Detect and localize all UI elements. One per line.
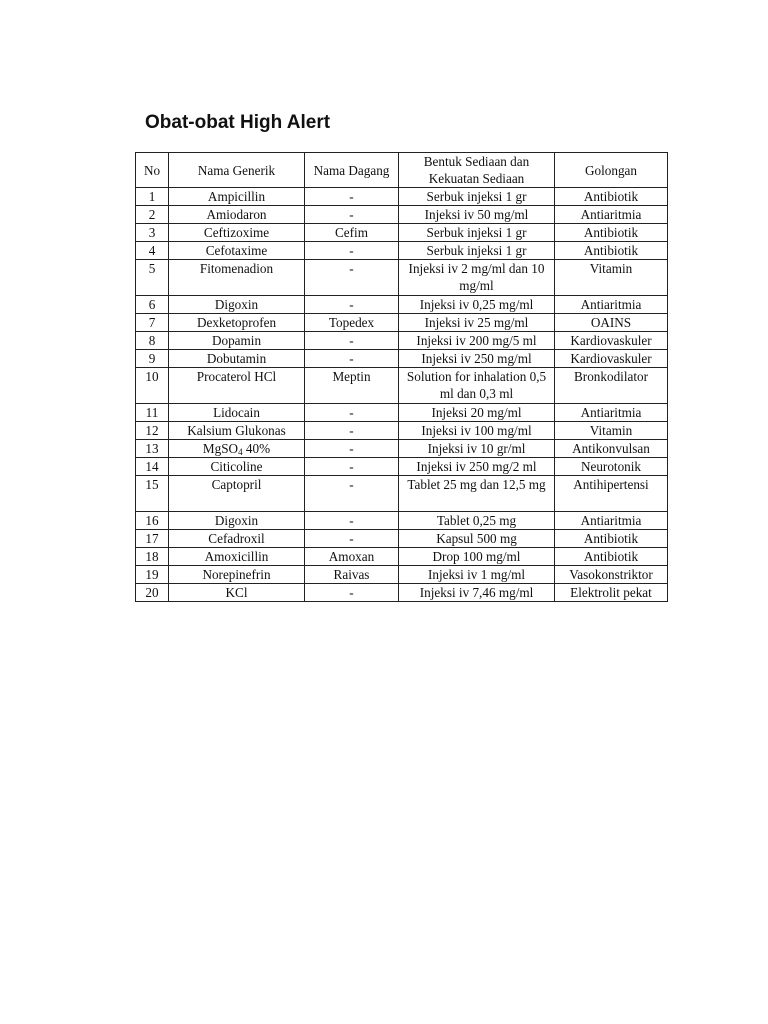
cell-drug-class: Kardiovaskuler [555, 350, 668, 368]
table-row [136, 368, 668, 404]
cell-trade-name: - [305, 584, 399, 602]
cell-no: 6 [136, 296, 169, 314]
cell-drug-class: Neurotonik [555, 458, 668, 476]
table-row [136, 548, 668, 566]
cell-dosage-form: Injeksi iv 25 mg/ml [399, 314, 555, 332]
table-row [136, 206, 668, 224]
cell-dosage-form: Injeksi iv 7,46 mg/ml [399, 584, 555, 602]
cell-drug-class: Elektrolit pekat [555, 584, 668, 602]
cell-trade-name: Cefim [305, 224, 399, 242]
cell-no: 9 [136, 350, 169, 368]
cell-no: 20 [136, 584, 169, 602]
cell-generic-name: Digoxin [169, 296, 305, 314]
cell-dosage-form: Serbuk injeksi 1 gr [399, 242, 555, 260]
table-header-row [136, 153, 668, 188]
cell-dosage-form: Injeksi iv 200 mg/5 ml [399, 332, 555, 350]
cell-generic-name: Cefadroxil [169, 530, 305, 548]
cell-no: 18 [136, 548, 169, 566]
cell-generic-name: Dopamin [169, 332, 305, 350]
cell-trade-name: - [305, 458, 399, 476]
cell-trade-name: - [305, 512, 399, 530]
cell-drug-class: OAINS [555, 314, 668, 332]
cell-dosage-form: Injeksi iv 50 mg/ml [399, 206, 555, 224]
cell-generic-name: Ceftizoxime [169, 224, 305, 242]
table-row [136, 332, 668, 350]
cell-trade-name: - [305, 206, 399, 224]
table-row [136, 242, 668, 260]
cell-drug-class: Antihipertensi [555, 476, 668, 512]
table-body [136, 188, 668, 602]
cell-trade-name: - [305, 404, 399, 422]
cell-drug-class: Vitamin [555, 260, 668, 296]
cell-trade-name: - [305, 476, 399, 512]
cell-drug-class: Antibiotik [555, 188, 668, 206]
cell-no: 16 [136, 512, 169, 530]
cell-dosage-form: Solution for inhalation 0,5 ml dan 0,3 ml [399, 368, 555, 404]
table-row [136, 314, 668, 332]
cell-trade-name: - [305, 422, 399, 440]
table-row [136, 224, 668, 242]
cell-no: 2 [136, 206, 169, 224]
table-row [136, 476, 668, 512]
cell-dosage-form: Injeksi iv 100 mg/ml [399, 422, 555, 440]
cell-dosage-form: Injeksi iv 250 mg/2 ml [399, 458, 555, 476]
table-row [136, 260, 668, 296]
cell-dosage-form: Serbuk injeksi 1 gr [399, 224, 555, 242]
cell-trade-name: - [305, 188, 399, 206]
cell-drug-class: Antibiotik [555, 242, 668, 260]
table-row [136, 458, 668, 476]
cell-no: 1 [136, 188, 169, 206]
cell-no: 19 [136, 566, 169, 584]
cell-trade-name: - [305, 242, 399, 260]
cell-trade-name: - [305, 530, 399, 548]
cell-no: 8 [136, 332, 169, 350]
header-trade-name: Nama Dagang [305, 153, 399, 188]
table-row [136, 350, 668, 368]
cell-generic-name: Kalsium Glukonas [169, 422, 305, 440]
cell-dosage-form: Injeksi iv 0,25 mg/ml [399, 296, 555, 314]
cell-no: 10 [136, 368, 169, 404]
cell-dosage-form: Tablet 0,25 mg [399, 512, 555, 530]
cell-no: 14 [136, 458, 169, 476]
cell-dosage-form: Injeksi iv 10 gr/ml [399, 440, 555, 458]
table-row [136, 512, 668, 530]
table-row [136, 584, 668, 602]
cell-generic-name: Amoxicillin [169, 548, 305, 566]
cell-dosage-form: Serbuk injeksi 1 gr [399, 188, 555, 206]
header-no: No [136, 153, 169, 188]
table-row [136, 440, 668, 458]
cell-drug-class: Vasokonstriktor [555, 566, 668, 584]
table-row [136, 422, 668, 440]
cell-drug-class: Antiaritmia [555, 206, 668, 224]
header-drug-class: Golongan [555, 153, 668, 188]
cell-trade-name: - [305, 260, 399, 296]
header-generic-name: Nama Generik [169, 153, 305, 188]
cell-generic-name: Amiodaron [169, 206, 305, 224]
cell-drug-class: Antibiotik [555, 548, 668, 566]
cell-drug-class: Bronkodilator [555, 368, 668, 404]
cell-generic-name: MgSO$_4$ 40% [169, 440, 305, 458]
cell-trade-name: Meptin [305, 368, 399, 404]
cell-generic-name: Captopril [169, 476, 305, 512]
cell-generic-name: Digoxin [169, 512, 305, 530]
cell-generic-name: Ampicillin [169, 188, 305, 206]
cell-trade-name: Topedex [305, 314, 399, 332]
cell-generic-name: Lidocain [169, 404, 305, 422]
cell-no: 4 [136, 242, 169, 260]
cell-no: 17 [136, 530, 169, 548]
cell-no: 7 [136, 314, 169, 332]
cell-trade-name: - [305, 350, 399, 368]
cell-no: 12 [136, 422, 169, 440]
cell-no: 3 [136, 224, 169, 242]
cell-trade-name: - [305, 332, 399, 350]
table-row [136, 188, 668, 206]
cell-drug-class: Antiaritmia [555, 404, 668, 422]
cell-generic-name: Dobutamin [169, 350, 305, 368]
cell-generic-name: KCl [169, 584, 305, 602]
cell-trade-name: - [305, 296, 399, 314]
cell-trade-name: Amoxan [305, 548, 399, 566]
cell-drug-class: Antikonvulsan [555, 440, 668, 458]
cell-drug-class: Antibiotik [555, 530, 668, 548]
cell-drug-class: Kardiovaskuler [555, 332, 668, 350]
cell-no: 5 [136, 260, 169, 296]
cell-no: 15 [136, 476, 169, 512]
cell-dosage-form: Drop 100 mg/ml [399, 548, 555, 566]
cell-no: 13 [136, 440, 169, 458]
cell-trade-name: Raivas [305, 566, 399, 584]
table-row [136, 404, 668, 422]
cell-generic-name: Procaterol HCl [169, 368, 305, 404]
cell-dosage-form: Injeksi iv 2 mg/ml dan 10 mg/ml [399, 260, 555, 296]
cell-drug-class: Antiaritmia [555, 296, 668, 314]
cell-generic-name: Cefotaxime [169, 242, 305, 260]
high-alert-drug-table [135, 152, 668, 602]
cell-drug-class: Vitamin [555, 422, 668, 440]
cell-drug-class: Antibiotik [555, 224, 668, 242]
table-row [136, 296, 668, 314]
header-dosage-form: Bentuk Sediaan dan Kekuatan Sediaan [399, 153, 555, 188]
cell-drug-class: Antiaritmia [555, 512, 668, 530]
cell-generic-name: Dexketoprofen [169, 314, 305, 332]
cell-trade-name: - [305, 440, 399, 458]
cell-dosage-form: Kapsul 500 mg [399, 530, 555, 548]
cell-no: 11 [136, 404, 169, 422]
cell-dosage-form: Injeksi 20 mg/ml [399, 404, 555, 422]
table-row [136, 566, 668, 584]
cell-generic-name: Fitomenadion [169, 260, 305, 296]
cell-dosage-form: Injeksi iv 250 mg/ml [399, 350, 555, 368]
cell-generic-name: Norepinefrin [169, 566, 305, 584]
cell-dosage-form: Injeksi iv 1 mg/ml [399, 566, 555, 584]
cell-generic-name: Citicoline [169, 458, 305, 476]
cell-dosage-form: Tablet 25 mg dan 12,5 mg [399, 476, 555, 512]
page-title: Obat-obat High Alert [145, 112, 331, 133]
table-row [136, 530, 668, 548]
